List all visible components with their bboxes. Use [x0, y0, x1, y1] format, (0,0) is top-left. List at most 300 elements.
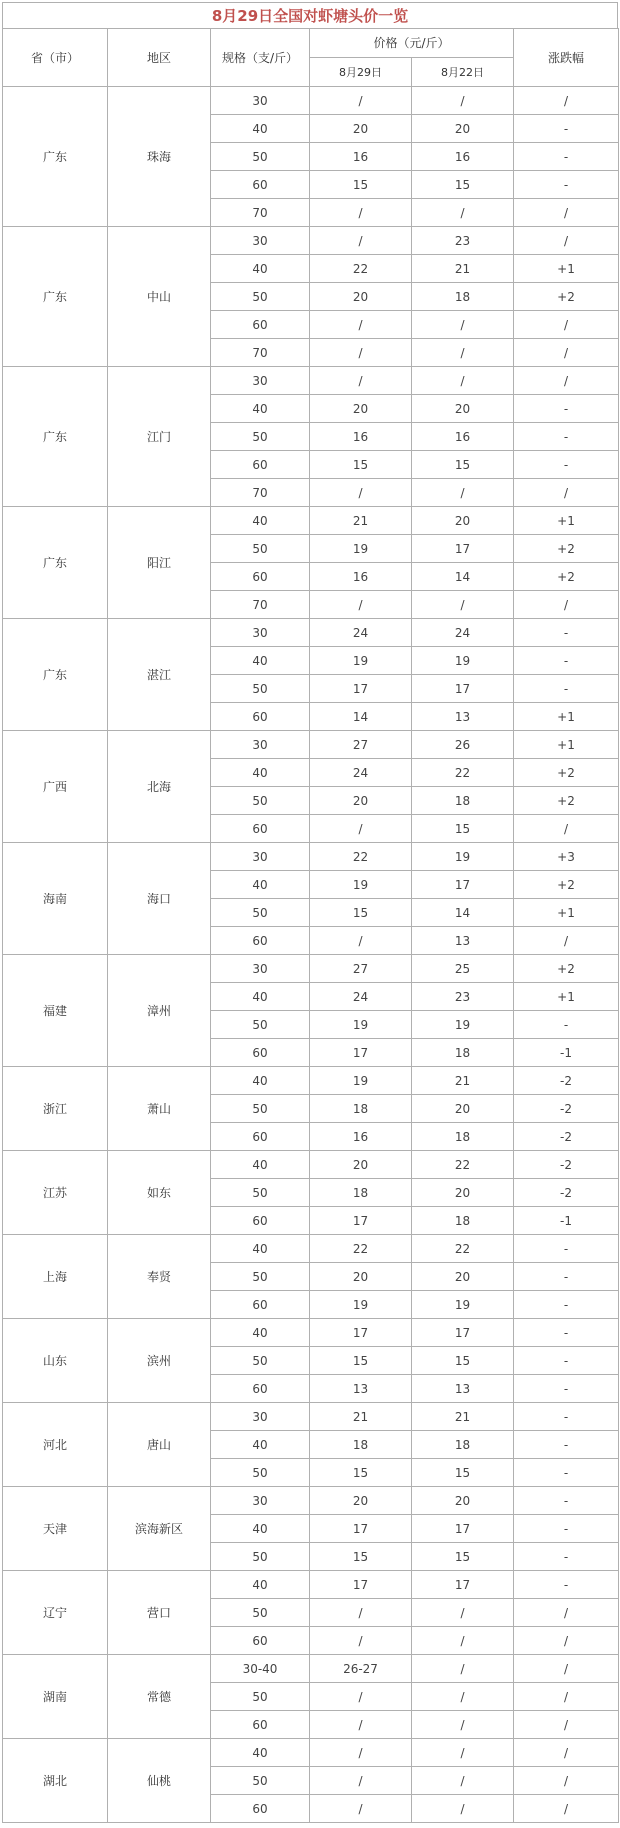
price-current-cell: /: [310, 1683, 412, 1711]
region-cell: 常德: [108, 1655, 211, 1739]
price-current-cell: 19: [310, 1291, 412, 1319]
spec-cell: 60: [211, 1627, 310, 1655]
price-current-cell: 19: [310, 1067, 412, 1095]
spec-cell: 60: [211, 1711, 310, 1739]
spec-cell: 50: [211, 423, 310, 451]
region-cell: 江门: [108, 367, 211, 507]
price-current-cell: 18: [310, 1431, 412, 1459]
price-current-cell: /: [310, 1599, 412, 1627]
province-cell: 广东: [3, 507, 108, 619]
province-cell: 广东: [3, 367, 108, 507]
change-cell: +1: [514, 731, 619, 759]
region-cell: 海口: [108, 843, 211, 955]
price-current-cell: 27: [310, 731, 412, 759]
province-cell: 湖南: [3, 1655, 108, 1739]
table-row: [3, 1487, 619, 1515]
change-cell: +2: [514, 563, 619, 591]
change-cell: +2: [514, 759, 619, 787]
province-cell: 广东: [3, 87, 108, 227]
spec-cell: 50: [211, 1095, 310, 1123]
price-current-cell: 17: [310, 1039, 412, 1067]
header-date-previous: 8月22日: [412, 58, 514, 87]
price-previous-cell: 22: [412, 759, 514, 787]
change-cell: -: [514, 1487, 619, 1515]
change-cell: +1: [514, 507, 619, 535]
spec-cell: 60: [211, 563, 310, 591]
table-row: [3, 507, 619, 535]
spec-cell: 40: [211, 647, 310, 675]
spec-cell: 40: [211, 115, 310, 143]
spec-cell: 50: [211, 1599, 310, 1627]
price-previous-cell: 17: [412, 675, 514, 703]
region-cell: 北海: [108, 731, 211, 843]
region-cell: 唐山: [108, 1403, 211, 1487]
change-cell: -1: [514, 1039, 619, 1067]
spec-cell: 60: [211, 1039, 310, 1067]
price-current-cell: 15: [310, 1543, 412, 1571]
price-current-cell: 16: [310, 423, 412, 451]
price-current-cell: 20: [310, 115, 412, 143]
change-cell: /: [514, 367, 619, 395]
price-previous-cell: 13: [412, 703, 514, 731]
price-previous-cell: 17: [412, 1571, 514, 1599]
header-date-current: 8月29日: [310, 58, 412, 87]
price-previous-cell: 21: [412, 1403, 514, 1431]
price-current-cell: 19: [310, 1011, 412, 1039]
price-current-cell: 22: [310, 255, 412, 283]
change-cell: /: [514, 1627, 619, 1655]
change-cell: /: [514, 591, 619, 619]
table-row: [3, 1235, 619, 1263]
spec-cell: 30: [211, 87, 310, 115]
change-cell: +2: [514, 955, 619, 983]
spec-cell: 50: [211, 1459, 310, 1487]
table-row: [3, 1571, 619, 1599]
table-row: [3, 619, 619, 647]
price-previous-cell: /: [412, 1683, 514, 1711]
province-cell: 河北: [3, 1403, 108, 1487]
change-cell: +2: [514, 871, 619, 899]
price-previous-cell: 20: [412, 115, 514, 143]
price-previous-cell: 21: [412, 1067, 514, 1095]
price-current-cell: /: [310, 339, 412, 367]
spec-cell: 50: [211, 675, 310, 703]
price-current-cell: 24: [310, 619, 412, 647]
spec-cell: 40: [211, 1151, 310, 1179]
change-cell: -: [514, 171, 619, 199]
price-current-cell: 27: [310, 955, 412, 983]
change-cell: -: [514, 1459, 619, 1487]
province-cell: 山东: [3, 1319, 108, 1403]
price-previous-cell: 14: [412, 899, 514, 927]
spec-cell: 70: [211, 479, 310, 507]
price-current-cell: 24: [310, 759, 412, 787]
spec-cell: 50: [211, 1347, 310, 1375]
province-cell: 广东: [3, 227, 108, 367]
price-current-cell: 13: [310, 1375, 412, 1403]
spec-cell: 40: [211, 1431, 310, 1459]
spec-cell: 40: [211, 255, 310, 283]
region-cell: 滨州: [108, 1319, 211, 1403]
table-row: [3, 1319, 619, 1347]
price-current-cell: /: [310, 227, 412, 255]
price-previous-cell: /: [412, 1711, 514, 1739]
price-previous-cell: 14: [412, 563, 514, 591]
province-cell: 广东: [3, 619, 108, 731]
province-cell: 广西: [3, 731, 108, 843]
price-previous-cell: /: [412, 367, 514, 395]
price-current-cell: /: [310, 927, 412, 955]
price-previous-cell: 18: [412, 1123, 514, 1151]
price-previous-cell: 20: [412, 1179, 514, 1207]
change-cell: /: [514, 927, 619, 955]
price-previous-cell: 15: [412, 171, 514, 199]
price-previous-cell: 18: [412, 283, 514, 311]
spec-cell: 30: [211, 619, 310, 647]
price-previous-cell: 21: [412, 255, 514, 283]
spec-cell: 50: [211, 1263, 310, 1291]
spec-cell: 40: [211, 507, 310, 535]
price-current-cell: 20: [310, 787, 412, 815]
change-cell: /: [514, 1683, 619, 1711]
spec-cell: 70: [211, 591, 310, 619]
price-current-cell: 21: [310, 1403, 412, 1431]
change-cell: -: [514, 1011, 619, 1039]
price-current-cell: 17: [310, 675, 412, 703]
change-cell: -: [514, 1263, 619, 1291]
price-previous-cell: /: [412, 1739, 514, 1767]
spec-cell: 50: [211, 1767, 310, 1795]
header-price: 价格（元/斤）: [310, 29, 514, 58]
region-cell: 奉贤: [108, 1235, 211, 1319]
price-current-cell: 20: [310, 1487, 412, 1515]
price-previous-cell: 13: [412, 927, 514, 955]
price-current-cell: /: [310, 1739, 412, 1767]
spec-cell: 40: [211, 395, 310, 423]
price-current-cell: /: [310, 591, 412, 619]
change-cell: -: [514, 1319, 619, 1347]
spec-cell: 50: [211, 1683, 310, 1711]
table-row: [3, 1739, 619, 1767]
region-cell: 湛江: [108, 619, 211, 731]
price-previous-cell: /: [412, 479, 514, 507]
header-spec: 规格（支/斤）: [211, 29, 310, 87]
price-current-cell: 20: [310, 283, 412, 311]
price-previous-cell: 20: [412, 1095, 514, 1123]
price-previous-cell: /: [412, 1767, 514, 1795]
spec-cell: 40: [211, 871, 310, 899]
change-cell: -: [514, 1543, 619, 1571]
price-previous-cell: 20: [412, 1487, 514, 1515]
header-change: 涨跌幅: [514, 29, 619, 87]
price-previous-cell: 16: [412, 143, 514, 171]
region-cell: 珠海: [108, 87, 211, 227]
region-cell: 漳州: [108, 955, 211, 1067]
change-cell: -: [514, 1571, 619, 1599]
spec-cell: 70: [211, 199, 310, 227]
spec-cell: 50: [211, 1011, 310, 1039]
price-previous-cell: 18: [412, 1207, 514, 1235]
price-previous-cell: 24: [412, 619, 514, 647]
price-current-cell: 19: [310, 871, 412, 899]
change-cell: /: [514, 1599, 619, 1627]
price-current-cell: /: [310, 815, 412, 843]
change-cell: -: [514, 115, 619, 143]
price-current-cell: 15: [310, 899, 412, 927]
price-previous-cell: 18: [412, 1039, 514, 1067]
province-cell: 上海: [3, 1235, 108, 1319]
change-cell: -: [514, 1403, 619, 1431]
table-row: [3, 1655, 619, 1683]
change-cell: +2: [514, 283, 619, 311]
price-previous-cell: 22: [412, 1151, 514, 1179]
table-row: [3, 367, 619, 395]
province-cell: 天津: [3, 1487, 108, 1571]
price-previous-cell: 22: [412, 1235, 514, 1263]
price-current-cell: /: [310, 479, 412, 507]
change-cell: -: [514, 1431, 619, 1459]
price-previous-cell: /: [412, 1655, 514, 1683]
price-current-cell: /: [310, 87, 412, 115]
spec-cell: 50: [211, 143, 310, 171]
change-cell: /: [514, 1767, 619, 1795]
table-row: [3, 731, 619, 759]
change-cell: /: [514, 1711, 619, 1739]
table-row: [3, 1403, 619, 1431]
price-current-cell: 22: [310, 1235, 412, 1263]
price-previous-cell: 17: [412, 1515, 514, 1543]
spec-cell: 60: [211, 927, 310, 955]
change-cell: -2: [514, 1095, 619, 1123]
spec-cell: 40: [211, 759, 310, 787]
spec-cell: 30: [211, 227, 310, 255]
region-cell: 滨海新区: [108, 1487, 211, 1571]
price-current-cell: 18: [310, 1179, 412, 1207]
spec-cell: 50: [211, 1179, 310, 1207]
spec-cell: 30: [211, 955, 310, 983]
price-previous-cell: 23: [412, 227, 514, 255]
change-cell: /: [514, 199, 619, 227]
price-previous-cell: 19: [412, 1291, 514, 1319]
price-previous-cell: 15: [412, 1347, 514, 1375]
price-previous-cell: 19: [412, 843, 514, 871]
table-row: [3, 1151, 619, 1179]
price-previous-cell: 19: [412, 647, 514, 675]
header-row: [3, 29, 619, 58]
region-cell: 营口: [108, 1571, 211, 1655]
table-row: [3, 87, 619, 115]
price-previous-cell: /: [412, 1795, 514, 1823]
price-previous-cell: 20: [412, 395, 514, 423]
table-row: [3, 1067, 619, 1095]
price-current-cell: /: [310, 367, 412, 395]
price-previous-cell: /: [412, 1599, 514, 1627]
change-cell: -2: [514, 1067, 619, 1095]
change-cell: /: [514, 1655, 619, 1683]
change-cell: +2: [514, 787, 619, 815]
price-current-cell: /: [310, 1795, 412, 1823]
spec-cell: 40: [211, 1739, 310, 1767]
spec-cell: 50: [211, 1543, 310, 1571]
change-cell: -: [514, 1375, 619, 1403]
price-current-cell: 19: [310, 647, 412, 675]
change-cell: -: [514, 423, 619, 451]
spec-cell: 50: [211, 787, 310, 815]
price-current-cell: 16: [310, 563, 412, 591]
price-current-cell: 15: [310, 1459, 412, 1487]
province-cell: 福建: [3, 955, 108, 1067]
region-cell: 如东: [108, 1151, 211, 1235]
spec-cell: 60: [211, 1291, 310, 1319]
price-previous-cell: 25: [412, 955, 514, 983]
price-current-cell: 17: [310, 1515, 412, 1543]
price-current-cell: 16: [310, 1123, 412, 1151]
price-previous-cell: /: [412, 591, 514, 619]
table-body: [3, 87, 619, 1823]
change-cell: -: [514, 619, 619, 647]
spec-cell: 40: [211, 1515, 310, 1543]
spec-cell: 60: [211, 1123, 310, 1151]
price-previous-cell: 13: [412, 1375, 514, 1403]
price-previous-cell: /: [412, 87, 514, 115]
change-cell: +1: [514, 703, 619, 731]
price-current-cell: 16: [310, 143, 412, 171]
spec-cell: 60: [211, 815, 310, 843]
change-cell: -2: [514, 1151, 619, 1179]
change-cell: /: [514, 311, 619, 339]
price-previous-cell: 26: [412, 731, 514, 759]
province-cell: 湖北: [3, 1739, 108, 1823]
change-cell: /: [514, 815, 619, 843]
change-cell: -: [514, 647, 619, 675]
price-previous-cell: 15: [412, 815, 514, 843]
table-row: [3, 955, 619, 983]
change-cell: +3: [514, 843, 619, 871]
price-current-cell: 21: [310, 507, 412, 535]
province-cell: 辽宁: [3, 1571, 108, 1655]
spec-cell: 30-40: [211, 1655, 310, 1683]
region-cell: 阳江: [108, 507, 211, 619]
price-current-cell: 20: [310, 1263, 412, 1291]
region-cell: 中山: [108, 227, 211, 367]
price-current-cell: 20: [310, 1151, 412, 1179]
spec-cell: 50: [211, 899, 310, 927]
spec-cell: 40: [211, 1067, 310, 1095]
spec-cell: 40: [211, 983, 310, 1011]
price-current-cell: 24: [310, 983, 412, 1011]
price-previous-cell: 20: [412, 507, 514, 535]
spec-cell: 60: [211, 171, 310, 199]
spec-cell: 40: [211, 1235, 310, 1263]
change-cell: -: [514, 675, 619, 703]
province-cell: 海南: [3, 843, 108, 955]
price-previous-cell: /: [412, 199, 514, 227]
spec-cell: 60: [211, 311, 310, 339]
spec-cell: 40: [211, 1571, 310, 1599]
spec-cell: 30: [211, 1403, 310, 1431]
province-cell: 浙江: [3, 1067, 108, 1151]
change-cell: -: [514, 1291, 619, 1319]
price-current-cell: 17: [310, 1571, 412, 1599]
change-cell: -: [514, 1235, 619, 1263]
spec-cell: 60: [211, 451, 310, 479]
price-current-cell: 19: [310, 535, 412, 563]
header-region: 地区: [108, 29, 211, 87]
price-current-cell: /: [310, 1767, 412, 1795]
change-cell: -: [514, 1347, 619, 1375]
price-current-cell: /: [310, 1711, 412, 1739]
change-cell: /: [514, 339, 619, 367]
change-cell: +1: [514, 255, 619, 283]
spec-cell: 60: [211, 703, 310, 731]
table-row: [3, 843, 619, 871]
spec-cell: 30: [211, 367, 310, 395]
change-cell: -2: [514, 1179, 619, 1207]
change-cell: /: [514, 479, 619, 507]
price-table: [2, 28, 619, 1823]
price-previous-cell: 17: [412, 535, 514, 563]
province-cell: 江苏: [3, 1151, 108, 1235]
spec-cell: 60: [211, 1207, 310, 1235]
price-previous-cell: /: [412, 311, 514, 339]
price-current-cell: /: [310, 199, 412, 227]
spec-cell: 60: [211, 1795, 310, 1823]
price-previous-cell: 20: [412, 1263, 514, 1291]
spec-cell: 70: [211, 339, 310, 367]
price-current-cell: 17: [310, 1319, 412, 1347]
price-current-cell: 14: [310, 703, 412, 731]
price-previous-cell: 15: [412, 1459, 514, 1487]
price-previous-cell: 16: [412, 423, 514, 451]
spec-cell: 40: [211, 1319, 310, 1347]
price-current-cell: /: [310, 1627, 412, 1655]
change-cell: /: [514, 1739, 619, 1767]
spec-cell: 30: [211, 843, 310, 871]
change-cell: /: [514, 1795, 619, 1823]
price-previous-cell: /: [412, 1627, 514, 1655]
price-previous-cell: 15: [412, 451, 514, 479]
change-cell: +1: [514, 983, 619, 1011]
spec-cell: 60: [211, 1375, 310, 1403]
price-current-cell: 26-27: [310, 1655, 412, 1683]
change-cell: -1: [514, 1207, 619, 1235]
region-cell: 萧山: [108, 1067, 211, 1151]
price-current-cell: 15: [310, 171, 412, 199]
change-cell: -2: [514, 1123, 619, 1151]
price-current-cell: 20: [310, 395, 412, 423]
change-cell: +1: [514, 899, 619, 927]
spec-cell: 50: [211, 283, 310, 311]
spec-cell: 30: [211, 731, 310, 759]
price-previous-cell: 17: [412, 1319, 514, 1347]
spec-cell: 50: [211, 535, 310, 563]
price-current-cell: 22: [310, 843, 412, 871]
change-cell: -: [514, 395, 619, 423]
spec-cell: 30: [211, 1487, 310, 1515]
price-previous-cell: 15: [412, 1543, 514, 1571]
price-current-cell: 17: [310, 1207, 412, 1235]
table-row: [3, 227, 619, 255]
change-cell: -: [514, 143, 619, 171]
price-previous-cell: 17: [412, 871, 514, 899]
price-previous-cell: 19: [412, 1011, 514, 1039]
price-current-cell: 15: [310, 451, 412, 479]
price-previous-cell: /: [412, 339, 514, 367]
change-cell: -: [514, 1515, 619, 1543]
price-current-cell: 18: [310, 1095, 412, 1123]
region-cell: 仙桃: [108, 1739, 211, 1823]
price-previous-cell: 18: [412, 787, 514, 815]
